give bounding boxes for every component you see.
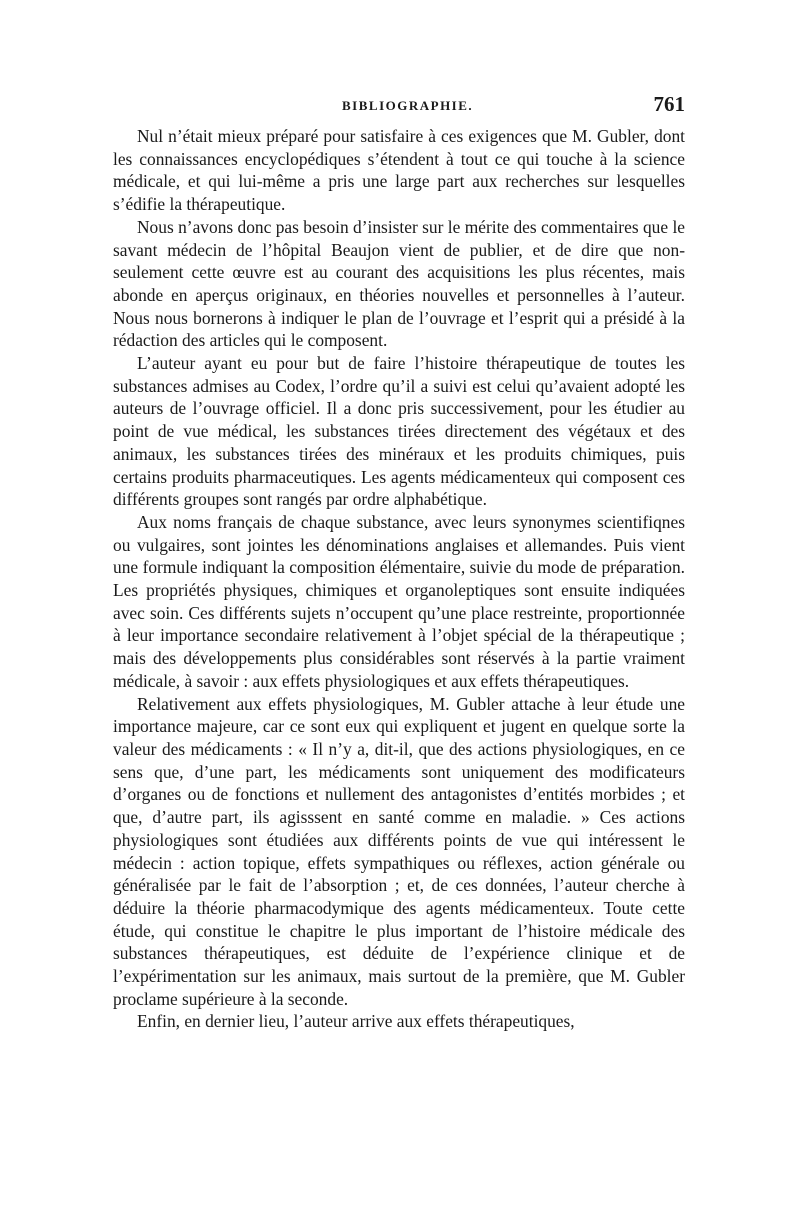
paragraph: Relativement aux effets physiologiques, M. Gubler attache à leur étude une importance majeure, car ce sont eux qui expliquent et jugent en quelque sorte la valeur des médicaments : « Il n’y a, dit-il, que des actions physiologiques, en ce sens que, d’une part, les médicaments sont uniquement des modificateurs d’organes ou de fonctions et nullement des antagonistes d’entités morbides ; et que, d’autre part, ils agisssent en santé comme en maladie. » Ces actions physiologiques sont étudiées aux différents points de vue qui intéressent le médecin : action topique, effets sympathiques ou réflexes, action générale ou généralisée par le fait de l’absorption ; et, de ces données, l’auteur cherche à déduire la théorie pharmacodymique des agents médicamenteux. Toute cette étude, qui constitue le chapitre le plus important de l’histoire médicale des substances thérapeutiques, est déduite de l’expérience clinique et de l’expérimentation sur les animaux, mais surtout de la première, que M. Gubler proclame supérieure à la seconde. [113,693,685,1009]
body-text [113,125,685,1033]
paragraph: L’auteur ayant eu pour but de faire l’histoire thérapeutique de toutes les substances admises au Codex, l’ordre qu’il a suivi est celui qu’avaient adopté les auteurs de l’ouvrage officiel. Il a donc pris successivement, pour les étudier au point de vue médical, les substances tirées directement des végétaux et des animaux, les substances tirées des minéraux et les produits chimiques, puis certains produits pharmaceutiques. Les agents médicamenteux qui composent ces différents groupes sont rangés par ordre alphabétique. [113,353,685,510]
running-head [113,92,685,122]
book-page [113,92,685,1033]
paragraph: Nul n’était mieux préparé pour satisfaire à ces exigences que M. Gubler, dont les connaissances encyclopédiques s’étendent à tout ce qui touche à la science médicale, et qui lui-même a pris une large part aux recherches sur lesquelles s’édifie la thérapeutique. [113,126,685,215]
page-number: 761 [653,92,685,116]
running-title: BIBLIOGRAPHIE. [342,98,474,113]
paragraph: Aux noms français de chaque substance, avec leurs synonymes scientifiqnes ou vulgaires, sont jointes les dénominations anglaises et allemandes. Puis vient une formule indiquant la composition élémentaire, suivie du mode de préparation. Les propriétés physiques, chimiques et organoleptiques sont ensuite indiquées avec soin. Ces différents sujets n’occupent qu’une place restreinte, proportionnée à leur importance secondaire relativement à l’objet spécial de la thérapeutique ; mais des développements plus considérables sont réservés à la partie vraiment médicale, à savoir : aux effets physiologiques et aux effets thérapeutiques. [113,511,685,691]
paragraph: Enfin, en dernier lieu, l’auteur arrive aux effets thérapeutiques, [137,1011,575,1032]
paragraph: Nous n’avons donc pas besoin d’insister sur le mérite des commentaires que le savant médecin de l’hôpital Beaujon vient de publier, et de dire que non-seulement cette œuvre est au courant des acquisitions les plus récentes, mais abonde en aperçus originaux, en théories nouvelles et personnelles à l’auteur. Nous nous bornerons à indiquer le plan de l’ouvrage et l’esprit qui a présidé à la rédaction des articles qui le composent. [113,216,685,351]
